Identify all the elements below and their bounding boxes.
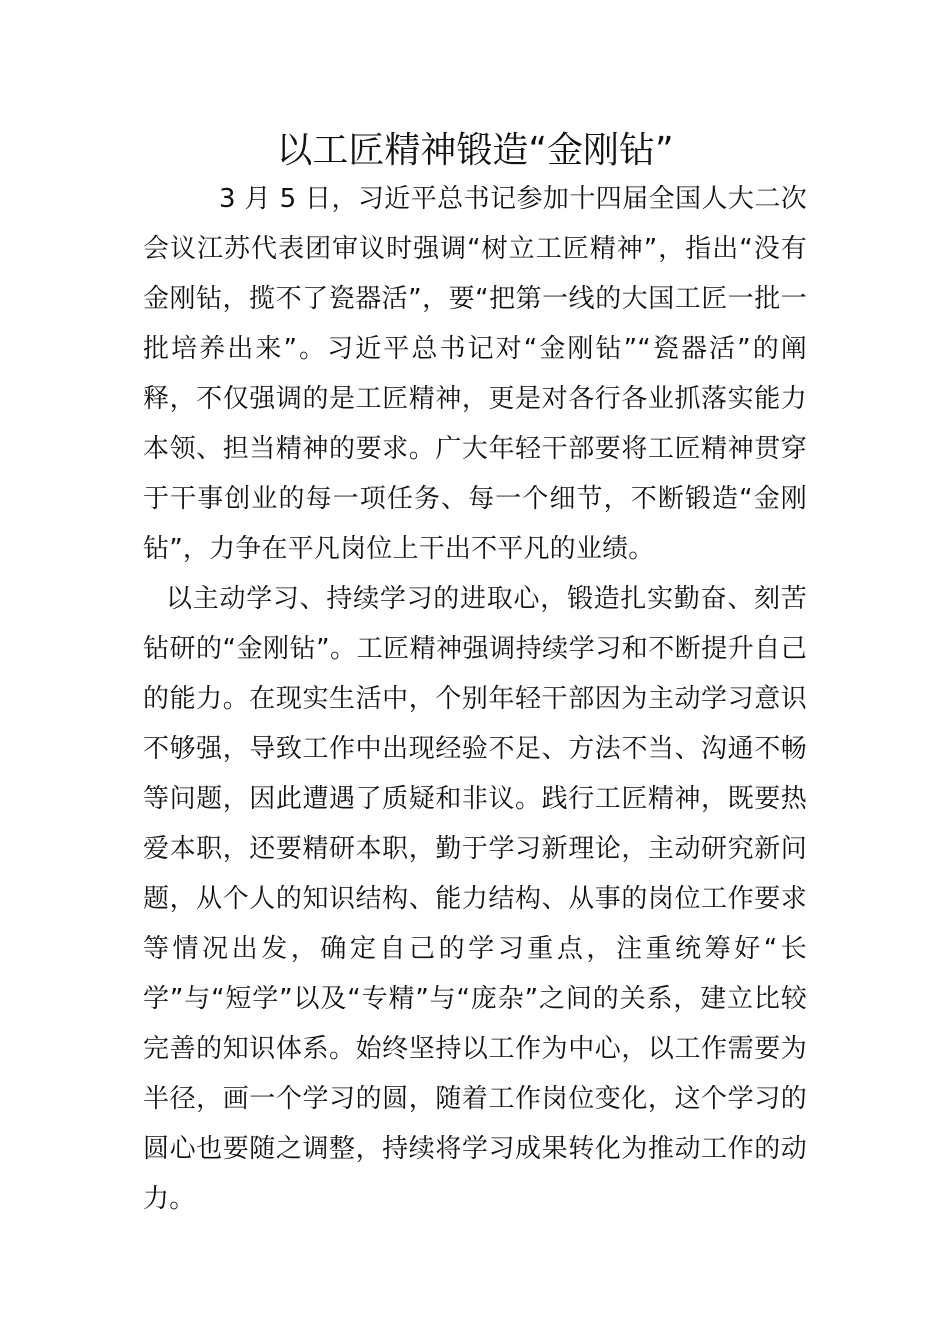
document-body: [143, 174, 807, 1224]
paragraph-intro: 3 月 5 日，习近平总书记参加十四届全国人大二次会议江苏代表团审议时强调“树立工匠精神”，指出“没有金刚钻，揽不了瓷器活”，要“把第一线的大国工匠一批一批培养出来”。习近平总书记对“金刚钻”“瓷器活”的阐释，不仅强调的是工匠精神，更是对各行各业抓落实能力本领、担当精神的要求。广大年轻干部要将工匠精神贯穿于干事创业的每一项任务、每一个细节，不断锻造“金刚钻”，力争在平凡岗位上干出不平凡的业绩。: [143, 184, 807, 564]
paragraph-continuous-learning: 以主动学习、持续学习的进取心，锻造扎实勤奋、刻苦钻研的“金刚钻”。工匠精神强调持续学习和不断提升自己的能力。在现实生活中，个别年轻干部因为主动学习意识不够强，导致工作中出现经验不足、方法不当、沟通不畅等问题，因此遭遇了质疑和非议。践行工匠精神，既要热爱本职，还要精研本职，勤于学习新理论，主动研究新问题，从个人的知识结构、能力结构、从事的岗位工作要求等情况出发，确定自己的学习重点，注重统筹好“长学”与“短学”以及“专精”与“庞杂”之间的关系，建立比较完善的知识体系。始终坚持以工作为中心，以工作需要为半径，画一个学习的圆，随着工作岗位变化，这个学习的圆心也要随之调整，持续将学习成果转化为推动工作的动力。: [143, 584, 807, 1214]
document-title: 以工匠精神锻造“金刚钻”: [276, 130, 674, 171]
